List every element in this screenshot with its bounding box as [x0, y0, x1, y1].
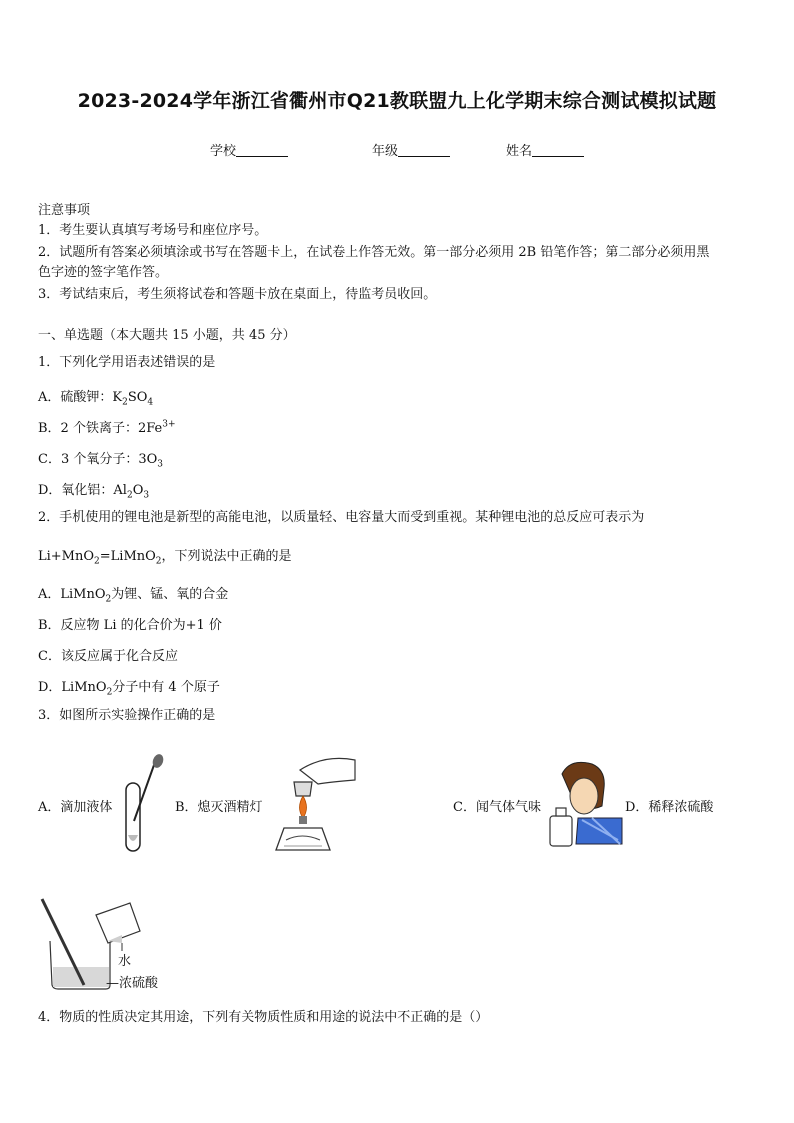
alcohol-lamp-figure [270, 752, 360, 854]
q4-stem: 4．物质的性质决定其用途，下列有关物质性质和用途的说法中不正确的是（） [38, 1010, 489, 1025]
q2-option-b: B．反应物 Li 的化合价为+1 价 [38, 618, 222, 633]
note-2a: 2．试题所有答案必须填涂或书写在答题卡上，在试卷上作答无效。第一部分必须用 2B 铅笔作答；第二部分必须用黑 [38, 245, 710, 260]
grade-field [372, 140, 450, 159]
q3-option-c: C．闻气体气味 [453, 800, 541, 815]
name-field [506, 140, 584, 159]
dropper-test-tube-figure [118, 755, 168, 855]
q1-stem: 1．下列化学用语表述错误的是 [38, 355, 216, 370]
q3-option-d: D．稀释浓硫酸 [625, 800, 714, 815]
acid-label: —浓硫酸 [106, 976, 159, 991]
water-label: 水 [118, 954, 132, 969]
q1-option-c: C．3 个氧分子：$3O_3$ [38, 452, 164, 470]
note-3: 3．考试结束后，考生须将试卷和答题卡放在桌面上，待监考员收回。 [38, 287, 437, 302]
q1-option-d: D．氧化铝：$Al_2O_3$ [38, 483, 150, 501]
q2-option-c: C．该反应属于化合反应 [38, 649, 178, 664]
q3-option-a: A．滴加液体 [38, 800, 113, 815]
grade-label: 年级 [372, 144, 399, 159]
q2-option-a: A．LiMnO$_2$为锂、锰、氧的合金 [38, 587, 229, 605]
q1-option-b: B．2 个铁离子：$2Fe^{3+}$ [38, 419, 176, 436]
grade-blank[interactable] [398, 144, 450, 157]
notes-heading: 注意事项 [38, 203, 91, 218]
name-blank[interactable] [532, 144, 584, 157]
q1-option-a: A．硫酸钾：$K_2SO_4$ [38, 390, 154, 408]
note-1: 1．考生要认真填写考场号和座位序号。 [38, 223, 268, 238]
smelling-gas-figure [548, 760, 624, 852]
school-label: 学校 [210, 144, 237, 159]
note-2b: 色字迹的签字笔作答。 [38, 265, 169, 280]
section-heading: 一、单选题（本大题共 15 小题，共 45 分） [38, 328, 296, 343]
q2-equation: Li+MnO$_2$=LiMnO$_2$，下列说法中正确的是 [38, 549, 292, 567]
school-field [210, 140, 288, 159]
q3-option-b: B．熄灭酒精灯 [175, 800, 263, 815]
q3-stem: 3．如图所示实验操作正确的是 [38, 708, 216, 723]
name-label: 姓名 [506, 144, 533, 159]
school-blank[interactable] [236, 144, 288, 157]
q2-stem: 2．手机使用的锂电池是新型的高能电池，以质量轻、电容量大而受到重视。某种锂电池的总反应可表示为 [38, 510, 645, 525]
q2-option-d: D．LiMnO$_2$分子中有 4 个原子 [38, 680, 220, 698]
page-title: 2023-2024学年浙江省衢州市Q21教联盟九上化学期末综合测试模拟试题 [77, 90, 717, 112]
